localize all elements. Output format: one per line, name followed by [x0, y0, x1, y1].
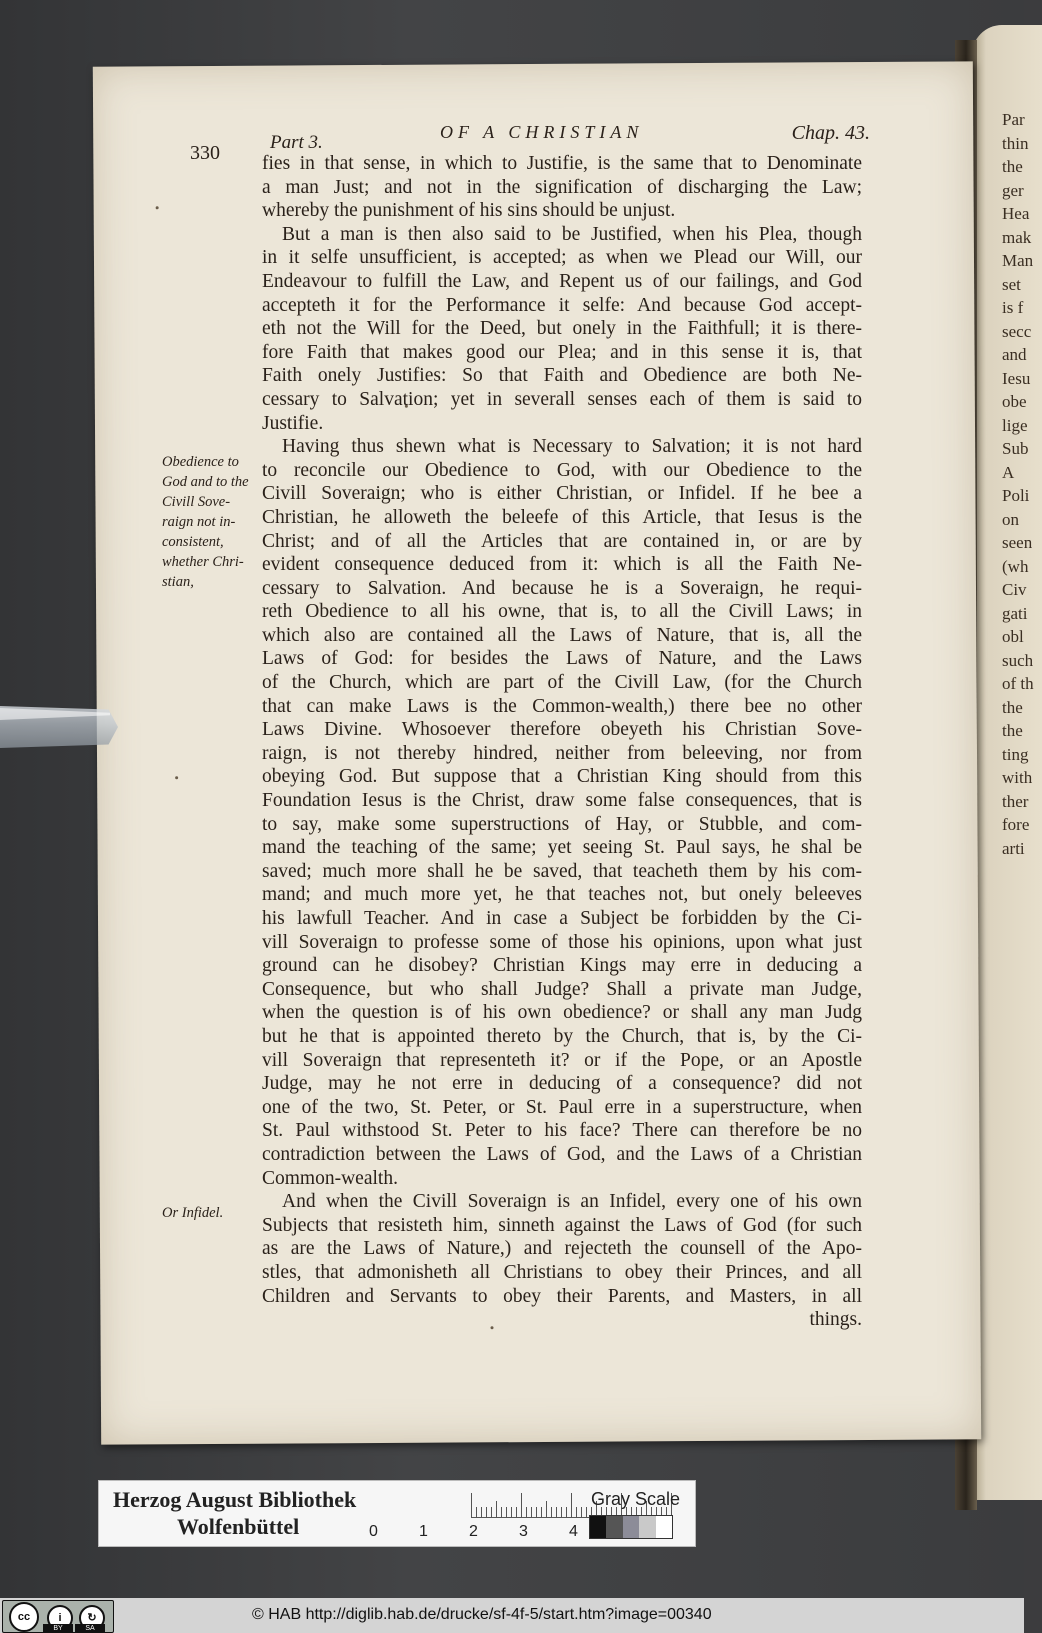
- text-line: to reconcile our Obedience to God, with our Obedience to the: [262, 459, 862, 481]
- text-line: Laws Divine. Whosoever therefore obeyeth his Christian Sove-: [262, 719, 862, 741]
- ruler-tick: [531, 1507, 532, 1517]
- scale-number: 0: [369, 1523, 378, 1540]
- ruler-tick: [546, 1501, 547, 1517]
- text-line: a man Just; and not in the signification of discharging the Law;: [262, 176, 862, 198]
- sa-label: SA: [75, 1624, 105, 1633]
- facing-page-fragment: the: [1002, 157, 1023, 176]
- facing-page: [972, 25, 1042, 1500]
- text-line: Christ; and of all the Articles that are contained in, or are by: [262, 530, 862, 552]
- text-line: evident consequence deduced from it: which is all the Faith Ne-: [262, 554, 862, 576]
- text-line: raign, is not thereby hindred, neither from beleeving, nor from: [262, 742, 862, 764]
- text-line: Christian, he alloweth the beleefe of this Article, that Iesus is the: [262, 506, 862, 528]
- text-line: eth not the Will for the Deed, but onely in the Faithfull; it is there-: [262, 318, 862, 340]
- library-city: Wolfenbüttel: [177, 1514, 300, 1539]
- facing-page-fragment: gati: [1002, 603, 1028, 623]
- ruler-tick: [486, 1507, 487, 1517]
- text-line: but he that is appointed thereto by the Church, that is, by the Ci-: [262, 1025, 862, 1047]
- ruler-tick: [536, 1507, 537, 1517]
- margin-note-obedience: [162, 452, 254, 592]
- facing-page-fragment: Civ: [1002, 580, 1027, 599]
- text-line: Civill Soveraign; who is either Christian, or Infidel. If he bee a: [262, 483, 862, 505]
- ruler-tick: [571, 1493, 572, 1517]
- text-line: St. Paul withstood St. Peter to his face? There can therefore be no: [262, 1120, 862, 1142]
- facing-page-fragment: Man: [1002, 251, 1034, 270]
- gray-swatch: [623, 1516, 639, 1538]
- facing-page-fragment: the: [1002, 697, 1023, 717]
- facing-page-fragment: obl: [1002, 627, 1024, 646]
- running-title: OF A CHRISTIAN: [440, 122, 644, 142]
- text-line: Children and Servants to obey their Parents, and Masters, in all: [262, 1285, 862, 1307]
- text-line: Faith onely Justifies: So that Faith and Obedience are both Ne-: [262, 365, 862, 387]
- text-line: Subjects that resisteth him, sinneth against the Laws of God (for such: [262, 1214, 862, 1236]
- ruler-tick: [506, 1507, 507, 1517]
- facing-page-fragment: Par: [1002, 110, 1025, 129]
- facing-page-fragment: of th: [1002, 674, 1034, 693]
- facing-page-fragment: Hea: [1002, 204, 1030, 223]
- ruler-tick: [501, 1507, 502, 1517]
- paper-speck: [156, 206, 159, 209]
- ruler-tick: [491, 1507, 492, 1517]
- text-line: Foundation Iesus is the Christ, draw some false consequences, that is: [262, 790, 862, 812]
- text-line: whereby the punishment of his sins should be unjust.: [262, 200, 676, 222]
- text-line: ground can he disobey? Christian Kings may erre in deducing a: [262, 955, 862, 977]
- text-line: one of the two, St. Peter, or St. Paul erre in a superstructure, when: [262, 1096, 862, 1118]
- text-line: stles, that admonisheth all Christians to obey their Princes, and all: [262, 1261, 862, 1283]
- text-line: as are the Laws of Nature,) and rejecteth the counsell of the Apo-: [262, 1238, 862, 1260]
- text-line: to say, make some superstructions of Hay, or Stubble, and com-: [262, 813, 862, 835]
- paper-speck: [175, 776, 178, 779]
- margin-note-line: stian,: [162, 574, 194, 590]
- ruler-tick: [581, 1507, 582, 1517]
- library-name: Herzog August Bibliothek: [113, 1487, 357, 1512]
- facing-page-fragment: A: [1002, 462, 1015, 482]
- text-line: his lawfull Teacher. And in case a Subject be forbidden by the Ci-: [262, 908, 862, 929]
- text-line: Common-wealth.: [262, 1167, 398, 1189]
- cc-icon: cc: [9, 1602, 39, 1632]
- text-line: And when the Civill Soveraign is an Infidel, every one of his own: [282, 1191, 862, 1213]
- text-line: saved; much more shall he be saved, that teacheth them by his com-: [262, 860, 862, 882]
- gray-swatch: [590, 1516, 606, 1538]
- text-line: vill Soveraign that representeth it? or if the Pope, or an Apostle: [262, 1049, 862, 1071]
- facing-page-fragment: Iesu: [1002, 368, 1031, 388]
- text-line: which also are contained all the Laws of Nature, that is, all the: [262, 624, 862, 646]
- text-line: vill Soveraign to professe some of those his opinions, upon what just: [262, 931, 862, 953]
- margin-note-line: Civill Sove-: [162, 494, 231, 510]
- text-line: cessary to Salvation; yet in severall senses each of them is said to: [262, 388, 862, 410]
- text-line: contradiction between the Laws of God, and the Laws of a Christian: [262, 1143, 862, 1165]
- sa-icon: ↻: [79, 1605, 105, 1631]
- scale-number: 2: [469, 1523, 478, 1540]
- facing-page-fragment: arti: [1002, 838, 1025, 858]
- text-line: Laws of God: for besides the Laws of Nature, and the Laws: [262, 648, 862, 670]
- ruler-tick: [576, 1507, 577, 1517]
- ruler-tick: [511, 1507, 512, 1517]
- text-line: obeying God. But suppose that a Christian King should from this: [262, 766, 862, 788]
- text-line: cessary to Salvation. And because he is a Soveraign, he requi-: [262, 577, 862, 599]
- text-line: of the Church, which are part of the Civill Law, (for the Church: [262, 672, 862, 694]
- text-line: in it selfe unsufficient, is accepted; as when we Plead our Will, our: [262, 247, 862, 269]
- margin-note-line: God and to the: [162, 474, 249, 490]
- by-icon: i: [47, 1605, 73, 1631]
- facing-page-fragment: ger: [1002, 180, 1024, 200]
- facing-page-fragment: lige: [1002, 415, 1028, 435]
- text-line: Endeavour to fulfill the Law, and Repent us of our failings, and God: [262, 270, 862, 292]
- ruler-tick: [476, 1507, 477, 1517]
- margin-note-infidel: [162, 1203, 254, 1223]
- gray-scale-swatches: [589, 1515, 673, 1539]
- margin-note-line: Obedience to: [162, 454, 239, 470]
- ruler-tick: [556, 1507, 557, 1517]
- gray-swatch: [639, 1516, 655, 1538]
- facing-page-fragment: seen: [1002, 533, 1033, 552]
- facing-page-fragment: obe: [1002, 392, 1027, 411]
- text-line: Having thus shewn what is Necessary to Salvation; it is not hard: [282, 436, 862, 458]
- facing-page-fragment: secc: [1002, 321, 1032, 341]
- facing-page-fragment: such: [1002, 650, 1034, 670]
- facing-page-fragment: Sub: [1002, 439, 1029, 458]
- ruler-tick: [471, 1493, 472, 1517]
- text-line: reth Obedience to all his owne, that is, to all the Civill Laws; in: [262, 601, 862, 623]
- chapter-label: Chap. 43.: [791, 122, 870, 144]
- facing-page-fragment: the: [1002, 721, 1023, 740]
- facing-page-fragment: (wh: [1002, 556, 1029, 576]
- facing-page-fragment: set: [1002, 274, 1021, 294]
- margin-note-line: raign not in-: [162, 514, 236, 530]
- page-number: 330: [190, 142, 220, 164]
- cc-license-badge[interactable]: [2, 1600, 114, 1633]
- scale-number: 4: [569, 1523, 578, 1540]
- part-label: Part 3.: [270, 132, 323, 153]
- ruler-tick: [526, 1507, 527, 1517]
- ruler-tick: [541, 1507, 542, 1517]
- facing-page-fragment: and: [1002, 345, 1027, 364]
- margin-note-line: consistent,: [162, 534, 224, 550]
- body-text: [262, 152, 862, 1332]
- text-line: mand; and much more yet, he that teaches not, but onely beleeves: [262, 884, 862, 906]
- facing-page-fragment: on: [1002, 509, 1019, 529]
- facing-page-fragment: thin: [1002, 133, 1029, 153]
- gray-scale-label: Gray Scale: [591, 1489, 681, 1509]
- facing-page-fragment: Poli: [1002, 486, 1030, 505]
- ruler-tick: [586, 1507, 587, 1517]
- facing-page-fragment: with: [1002, 768, 1033, 787]
- facing-page-fragment: ting: [1002, 744, 1029, 764]
- text-line: accepteth it for the Performance it selfe: And because God accept-: [262, 294, 862, 316]
- facing-page-fragment: mak: [1002, 227, 1032, 247]
- text-line: things.: [809, 1309, 862, 1331]
- text-line: But a man is then also said to be Justified, when his Plea, though: [282, 223, 862, 245]
- text-line: Judge, may he not erre in deducing of a consequence? did not: [262, 1073, 862, 1095]
- facing-page-fragment: fore: [1002, 815, 1030, 834]
- ruler-tick: [496, 1501, 497, 1517]
- ruler-tick: [561, 1507, 562, 1517]
- license-bar: [0, 1598, 1024, 1633]
- margin-note-line: Or Infidel.: [162, 1205, 224, 1221]
- gray-swatch: [606, 1516, 622, 1538]
- color-reference-bar: [98, 1480, 696, 1547]
- source-url[interactable]: © HAB http://diglib.hab.de/drucke/sf-4f-5/start.htm?image=00340: [252, 1606, 712, 1623]
- text-line: fies in that sense, in which to Justifie, is the same that to Denominate: [262, 153, 862, 174]
- text-line: mand the teaching of the same; yet seeing St. Paul says, he shal be: [262, 837, 862, 859]
- by-label: BY: [43, 1624, 73, 1633]
- text-line: Consequence, but who shall Judge? Shall a private man Judge,: [262, 978, 862, 1000]
- text-line: fore Faith that makes good our Plea; and in this sense it is, that: [262, 341, 862, 363]
- text-line: that can make Laws is the Common-wealth,) there bee no other: [262, 695, 862, 717]
- scale-number: 1: [419, 1523, 428, 1540]
- text-line: when the question is of his own obedience? or shall any man Judg: [262, 1002, 862, 1024]
- facing-page-fragment: ther: [1002, 791, 1029, 811]
- text-line: Justifie.: [262, 412, 324, 434]
- margin-note-line: whether Chri-: [162, 554, 244, 570]
- ruler-tick: [516, 1507, 517, 1517]
- ruler-tick: [481, 1507, 482, 1517]
- ruler-tick: [566, 1507, 567, 1517]
- scale-number: 3: [519, 1523, 528, 1540]
- gray-swatch: [656, 1516, 672, 1538]
- ruler-tick: [551, 1507, 552, 1517]
- facing-page-fragment: is f: [1002, 298, 1024, 317]
- ruler-tick: [521, 1493, 522, 1517]
